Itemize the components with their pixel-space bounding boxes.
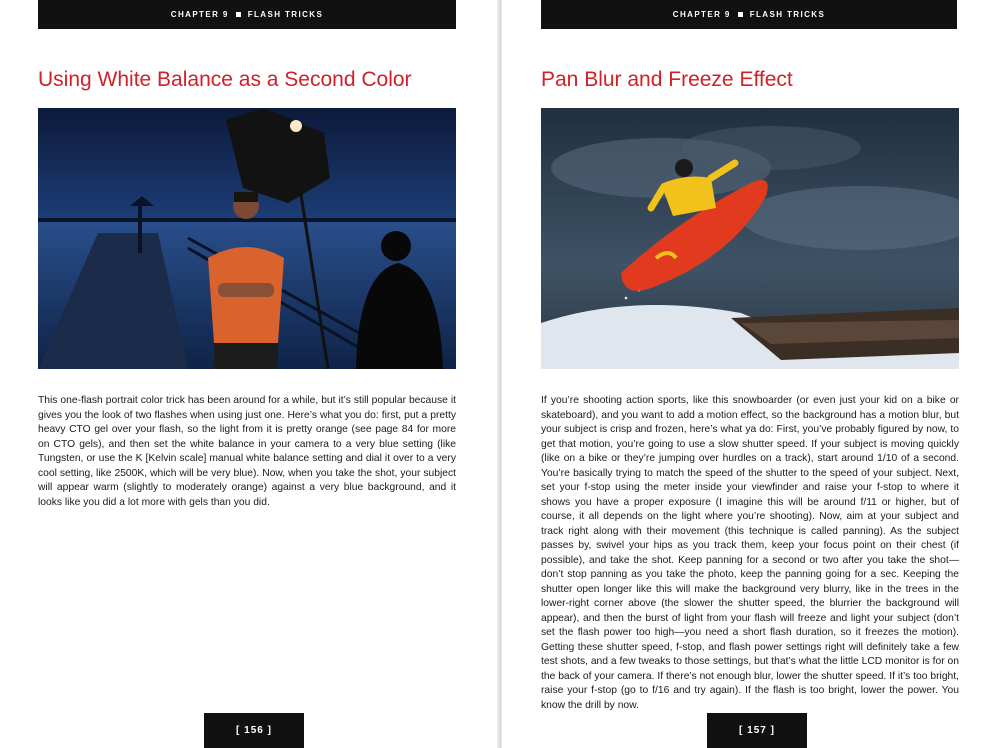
body-paragraph: If you’re shooting action sports, like this snowboarder (or even just your kid on a bike or skateboard), and you want to add a motion effect, so the background has a motion blur, but your subject is crisp and frozen, here’s what ya do: First, you’ve probably figured by now, to get that motion, you’re going to use a slow shutter speed. If your subject is moving quickly (like on a bike or they’re jumping over hurdles on a track), start around 1/10 of a second. You’re basically trying to match the speed of the shutter to the speed of your subject. Next, set your f-stop using the meter inside your viewfinder and raise your f-stop to where it shows you have a proper exposure (I imagine this will be around f/11 or higher, but of course, it all depends on the light where you’re shooting). Now, aim at your subject and track right along with their movement (this technique is called panning). As the subject passes by, swivel your hips as you track them, keep your focus point on their chest (if possible), and take the shot. Keep panning for a second or two after you take the shot—don’t stop panning as you take the photo, keep the panning going for a sec. Keeping the shutter open longer like this will make the background very blurry, like in the trees in the lower-right corner above (the slower the shutter speed, the blurrier the background will appear), and then the burst of light from your flash will freeze and light your subject (don’t set the flash power too high—you need a short flash duration, so it freezes the motion). Getting these shutter speed, f-stop, and flash power settings right will definitely take a few test shots, and a few tweaks to those settings, but that’s what the little LCD monitor is for on the back of your camera. If there’s not enough blur, lower the shutter speed. If it’s too bright, raise your f-stop (go to f/16 and try again). If the flash is too bright, lower the power. You know the drill by now. [541, 395, 959, 711]
right-page [502, 0, 1000, 748]
running-head-chapter: CHAPTER 9 [672, 10, 731, 19]
running-head [38, 0, 456, 29]
section-title: Pan Blur and Freeze Effect [541, 68, 793, 91]
page-number: [ 156 ] [204, 713, 304, 748]
body-paragraph: This one-flash portrait color trick has been around for a while, but it’s still popular because it gives you the look of two flashes when using just one. Here’s what you do: first, put a pretty heavy CTO gel over your flash, so the light from it is pretty orange (see page 84 for more on CTO gels), and then set the white balance in your camera to a very blue setting (like Tungsten, or use the K [Kelvin scale] manual white balance setting and dial it over to a very cool setting, like 2500K, which will be very blue). Now, when you take the shot, your subject will appear warm (slightly to moderately orange) against a very blue background, and it looks like you did a lot more with gels than you did. [38, 395, 456, 508]
running-head [541, 0, 957, 29]
portrait-photo [38, 108, 456, 369]
square-bullet-icon [236, 12, 241, 17]
running-head-section: FLASH TRICKS [749, 10, 826, 19]
running-head-chapter: CHAPTER 9 [170, 10, 229, 19]
snowboarder-photo [541, 108, 959, 369]
running-head-section: FLASH TRICKS [247, 10, 324, 19]
page-number: [ 157 ] [707, 713, 807, 748]
left-page [0, 0, 498, 748]
section-title: Using White Balance as a Second Color [38, 68, 412, 91]
square-bullet-icon [738, 12, 743, 17]
